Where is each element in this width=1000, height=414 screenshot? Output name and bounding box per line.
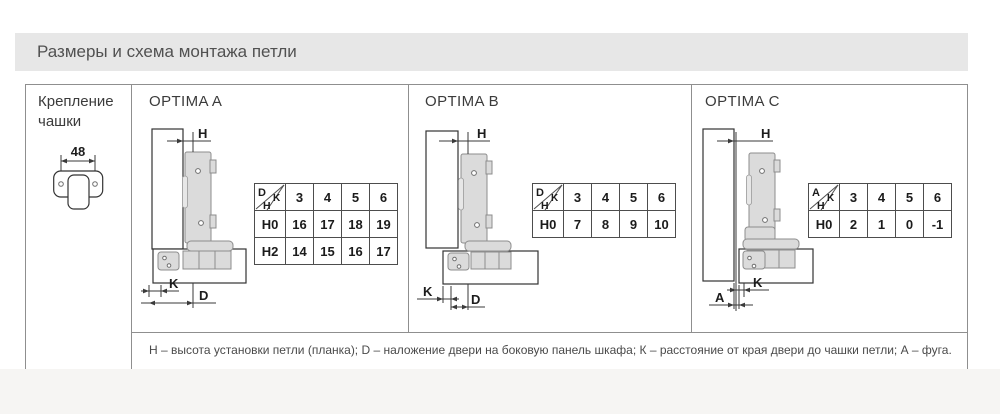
hinge-diagram-optima-c bbox=[693, 119, 823, 314]
arrowhead bbox=[451, 297, 457, 302]
col-header: 3 bbox=[564, 184, 592, 211]
dim-label-k: K bbox=[753, 275, 763, 290]
hinge-foot bbox=[187, 241, 233, 251]
dim-label-k: K bbox=[169, 276, 179, 291]
hinge-arm bbox=[749, 153, 775, 231]
arm-hole bbox=[472, 171, 477, 176]
arm-slot bbox=[183, 176, 188, 208]
hinge-inner-block bbox=[183, 251, 231, 269]
hinge-tab bbox=[210, 215, 216, 228]
corner-label-bottom: H bbox=[541, 200, 549, 210]
cup-hole bbox=[457, 265, 461, 269]
section-title-optima-c: OPTIMA C bbox=[705, 93, 780, 110]
table-row bbox=[255, 211, 398, 238]
spec-panel bbox=[25, 84, 968, 370]
cup-hole bbox=[752, 264, 756, 268]
hinge-foot bbox=[465, 241, 511, 251]
hinge-arm bbox=[185, 152, 211, 243]
arrowhead bbox=[61, 159, 67, 164]
arrowhead bbox=[187, 301, 193, 306]
divider-b-c bbox=[691, 85, 692, 332]
panel-outline bbox=[426, 131, 458, 248]
arm-hole bbox=[196, 169, 201, 174]
table-cell: 10 bbox=[648, 211, 676, 238]
table-row bbox=[809, 211, 952, 238]
col-header: 6 bbox=[924, 184, 952, 211]
table-cell: 17 bbox=[314, 211, 342, 238]
hinge-tab bbox=[210, 160, 216, 173]
cup-hole bbox=[167, 264, 171, 268]
corner-label-top: A bbox=[812, 187, 820, 199]
corner-label-mid: K bbox=[273, 193, 281, 204]
cup-mount-title bbox=[38, 92, 114, 132]
hinge-foot bbox=[743, 239, 799, 249]
hinge-tab bbox=[774, 209, 780, 221]
table-cell: 17 bbox=[370, 238, 398, 265]
col-header: 6 bbox=[648, 184, 676, 211]
corner-label-bottom: H bbox=[817, 200, 825, 210]
corner-label-mid: K bbox=[551, 193, 559, 204]
section-title-optima-b: OPTIMA B bbox=[425, 93, 500, 110]
panel-outline bbox=[152, 129, 183, 249]
hinge-cup-front-view bbox=[28, 139, 104, 215]
col-header: 5 bbox=[620, 184, 648, 211]
page-title: Размеры и схема монтажа петли bbox=[37, 42, 297, 61]
arrowhead bbox=[451, 305, 457, 310]
hinge-diagram-optima-b bbox=[413, 119, 543, 314]
col-header: 4 bbox=[314, 184, 342, 211]
arrowhead bbox=[730, 288, 736, 293]
corner-cell bbox=[255, 184, 286, 211]
dim-label-h: H bbox=[761, 126, 771, 141]
table-cell: 8 bbox=[592, 211, 620, 238]
hinge-tab bbox=[486, 161, 492, 174]
table-row bbox=[255, 238, 398, 265]
cup-hole bbox=[453, 257, 457, 261]
dim-label-h: H bbox=[198, 126, 208, 141]
corner-label-top: D bbox=[536, 187, 544, 199]
screw-hole bbox=[59, 182, 64, 187]
table-cell: 2 bbox=[840, 211, 868, 238]
row-label: H0 bbox=[809, 211, 840, 238]
arrowhead bbox=[143, 289, 149, 294]
corner-label-top: D bbox=[258, 187, 266, 199]
row-label: H0 bbox=[533, 211, 564, 238]
arrowhead bbox=[161, 289, 167, 294]
cup-mount-title-line2: чашки bbox=[38, 113, 82, 130]
corner-label-mid: K bbox=[827, 193, 835, 204]
table-cell: 9 bbox=[620, 211, 648, 238]
page-title-bar bbox=[15, 33, 968, 71]
table-cell: 15 bbox=[314, 238, 342, 265]
table-cell: 19 bbox=[370, 211, 398, 238]
arm-hole bbox=[475, 223, 480, 228]
arm-slot bbox=[459, 178, 464, 210]
hinge-diagram-optima-a bbox=[139, 119, 269, 314]
col-header: 3 bbox=[286, 184, 314, 211]
divider-left-column bbox=[131, 85, 132, 369]
arrowhead bbox=[89, 159, 95, 164]
corner-cell bbox=[533, 184, 564, 211]
screw-hole bbox=[93, 182, 98, 187]
table-cell: 14 bbox=[286, 238, 314, 265]
arm-hole bbox=[199, 221, 204, 226]
section-title-optima-a: OPTIMA A bbox=[149, 93, 223, 110]
cup-body-outline bbox=[68, 175, 89, 209]
arrowhead bbox=[739, 303, 745, 308]
divider-a-b bbox=[408, 85, 409, 332]
row-label: H2 bbox=[255, 238, 286, 265]
dim-label-a: A bbox=[715, 290, 725, 305]
hinge-inner-block bbox=[471, 252, 511, 269]
dimension-table-optima-a bbox=[254, 183, 398, 265]
arrowhead bbox=[149, 301, 155, 306]
arm-slot bbox=[747, 175, 752, 205]
cup-hole bbox=[163, 256, 167, 260]
page-bottom-strip bbox=[0, 369, 1000, 414]
panel-outline bbox=[703, 129, 734, 281]
cup-hole bbox=[748, 256, 752, 260]
dim-label-h: H bbox=[477, 126, 487, 141]
col-header: 6 bbox=[370, 184, 398, 211]
table-cell: 0 bbox=[896, 211, 924, 238]
corner-cell bbox=[809, 184, 840, 211]
table-cell: 1 bbox=[868, 211, 896, 238]
arrowhead bbox=[437, 297, 443, 302]
col-header: 5 bbox=[342, 184, 370, 211]
arm-hole bbox=[763, 218, 768, 223]
col-header: 4 bbox=[868, 184, 896, 211]
col-header: 4 bbox=[592, 184, 620, 211]
table-row bbox=[533, 211, 676, 238]
hinge-tab bbox=[774, 160, 780, 172]
col-header: 5 bbox=[896, 184, 924, 211]
dimension-table-optima-c bbox=[808, 183, 952, 238]
dim-label-k: K bbox=[423, 284, 433, 299]
arrowhead bbox=[744, 288, 750, 293]
table-cell: 18 bbox=[342, 211, 370, 238]
cup-mount-title-line1: Крепление bbox=[38, 93, 114, 110]
hinge-tab bbox=[486, 215, 492, 228]
dim-label-d: D bbox=[471, 292, 481, 307]
corner-label-bottom: H bbox=[263, 200, 271, 210]
table-cell: 16 bbox=[342, 238, 370, 265]
row-label: H0 bbox=[255, 211, 286, 238]
arm-hole bbox=[760, 169, 765, 174]
arrowhead bbox=[728, 303, 734, 308]
dim-label-d: D bbox=[199, 288, 209, 303]
table-cell: -1 bbox=[924, 211, 952, 238]
cup-dimension-label: 48 bbox=[70, 144, 86, 159]
table-cell: 7 bbox=[564, 211, 592, 238]
col-header: 3 bbox=[840, 184, 868, 211]
dimension-table-optima-b bbox=[532, 183, 676, 238]
arrowhead bbox=[462, 305, 468, 310]
legend-text: H – высота установки петли (планка); D – наложение двери на боковую панель шкафа; К – расстояние от края двери до чашки петли; А – фуга. bbox=[149, 343, 952, 357]
table-cell: 16 bbox=[286, 211, 314, 238]
hinge-arm bbox=[461, 154, 487, 243]
